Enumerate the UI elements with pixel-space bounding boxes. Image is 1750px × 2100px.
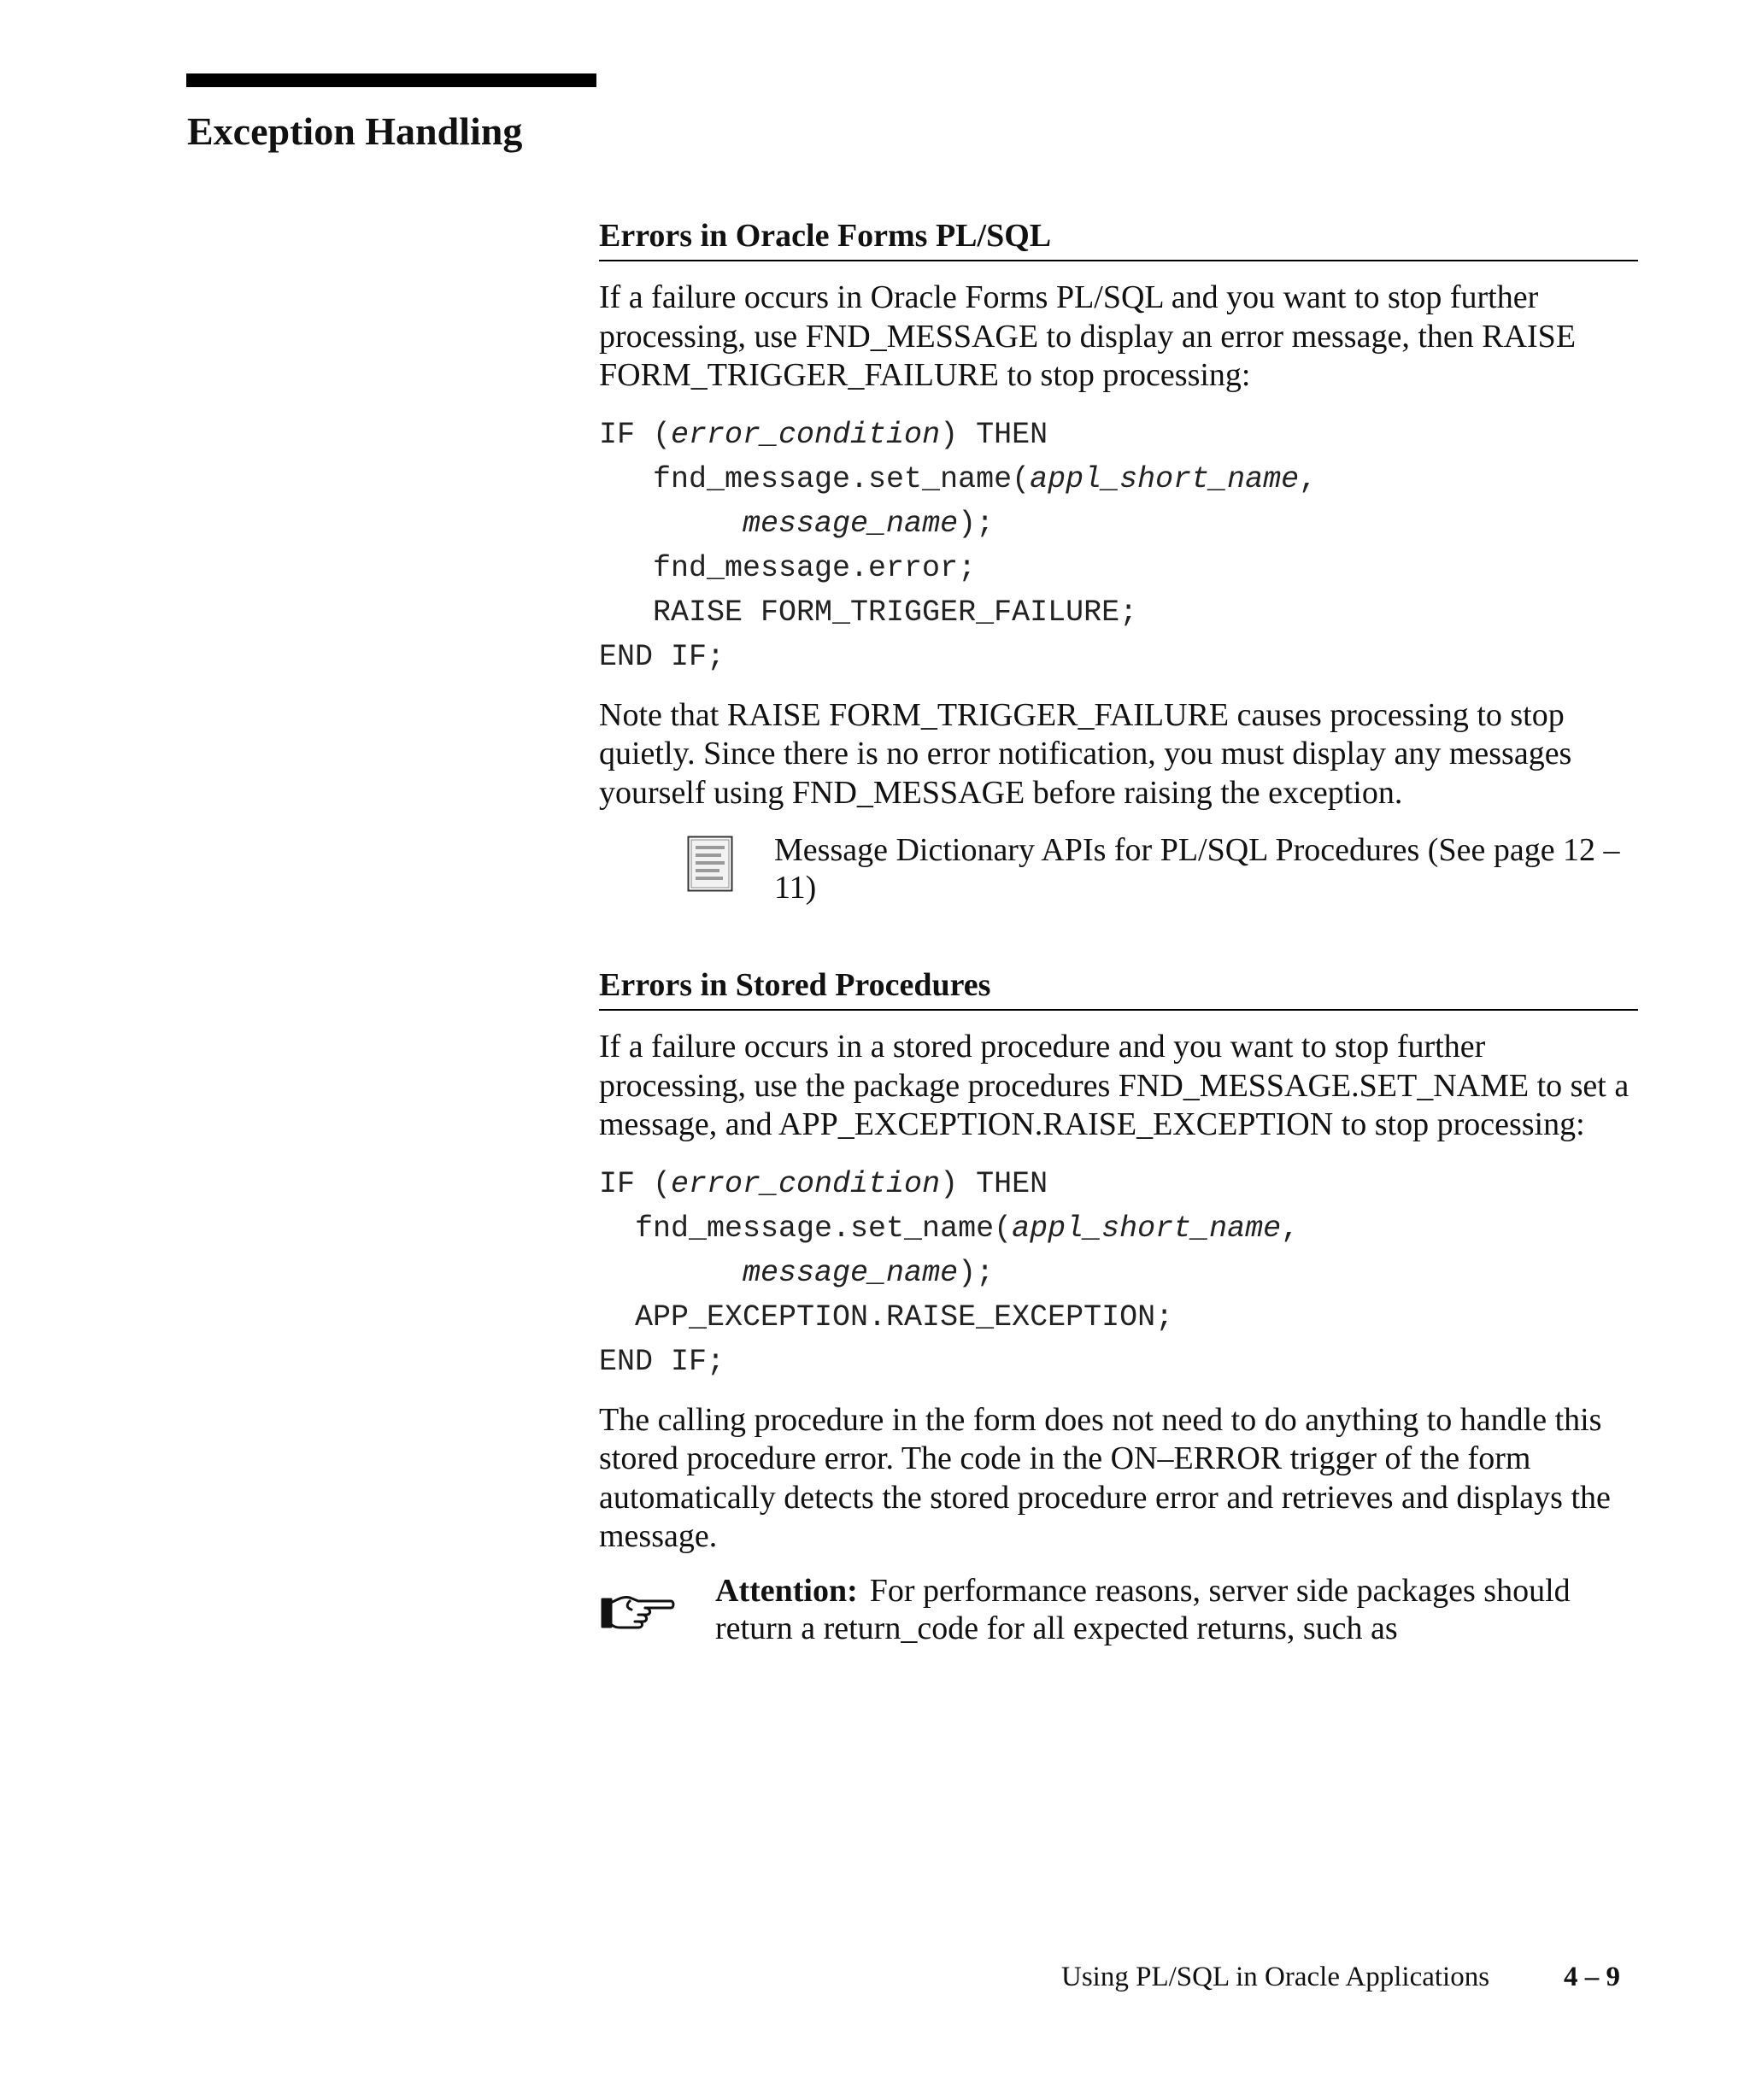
document-icon: [687, 836, 733, 892]
cross-reference: [599, 831, 1638, 917]
section-stored-procedure-errors: [599, 961, 1638, 1657]
code-line: RAISE FORM_TRIGGER_FAILURE;: [599, 595, 1138, 630]
code-line: fnd_message.set_name(appl_short_name,: [599, 1211, 1300, 1246]
forms-errors-intro: If a failure occurs in Oracle Forms PL/SQL and you want to stop further processing, use FND_MESSAGE to display an error message, then RAISE FORM_TRIGGER_FAILURE to stop processing:: [599, 279, 1577, 393]
code-block-forms: [599, 413, 1638, 679]
stored-procedures-intro: If a failure occurs in a stored procedure and you want to stop further processing, use the package procedures FND_MESSAGE.SET_NAME to set a message, and APP_EXCEPTION.RAISE_EXCEPTION to stop processing:: [599, 1029, 1630, 1142]
cross-reference-link[interactable]: Message Dictionary APIs for PL/SQL Procedures (See page 12 – 11): [774, 832, 1620, 906]
pointing-hand-icon: [601, 1591, 676, 1634]
code-line: fnd_message.set_name(appl_short_name,: [599, 461, 1318, 496]
footer-page-number: 4 – 9: [1564, 1962, 1620, 1992]
header-rule: [186, 73, 596, 87]
page-title: Exception Handling: [187, 109, 523, 153]
code-line: IF (error_condition) THEN: [599, 1166, 1048, 1201]
code-line: END IF;: [599, 1344, 725, 1379]
code-line: message_name);: [743, 506, 995, 541]
stored-procedures-note: The calling procedure in the form does not need to do anything to handle this stored procedure error. The code in the ON–ERROR trigger of the form automatically detects the stored procedure error and retrieves and displays the message.: [599, 1401, 1611, 1554]
code-line: message_name);: [743, 1255, 995, 1290]
code-line: IF (error_condition) THEN: [599, 417, 1048, 452]
forms-errors-note: Note that RAISE FORM_TRIGGER_FAILURE causes processing to stop quietly. Since there is no error notification, you must display any messages yourself using FND_MESSAGE before raising the exception.: [599, 696, 1572, 811]
section-forms-errors: [599, 212, 1638, 917]
main-content: [599, 212, 1638, 1657]
section-heading-stored-procedures: Errors in Stored Procedures: [599, 961, 1638, 1011]
code-line: fnd_message.error;: [599, 550, 977, 585]
attention-text: Attention: For performance reasons, server side packages should return a return_code for all expected returns, such as: [715, 1572, 1571, 1646]
code-block-stored: [599, 1162, 1638, 1384]
code-line: APP_EXCEPTION.RAISE_EXCEPTION;: [599, 1299, 1174, 1334]
footer-book-title: Using PL/SQL in Oracle Applications: [1061, 1962, 1490, 1992]
attention-label: Attention:: [715, 1572, 858, 1609]
section-heading-forms-errors: Errors in Oracle Forms PL/SQL: [599, 212, 1638, 261]
attention-note: [599, 1572, 1638, 1657]
code-line: END IF;: [599, 639, 725, 674]
